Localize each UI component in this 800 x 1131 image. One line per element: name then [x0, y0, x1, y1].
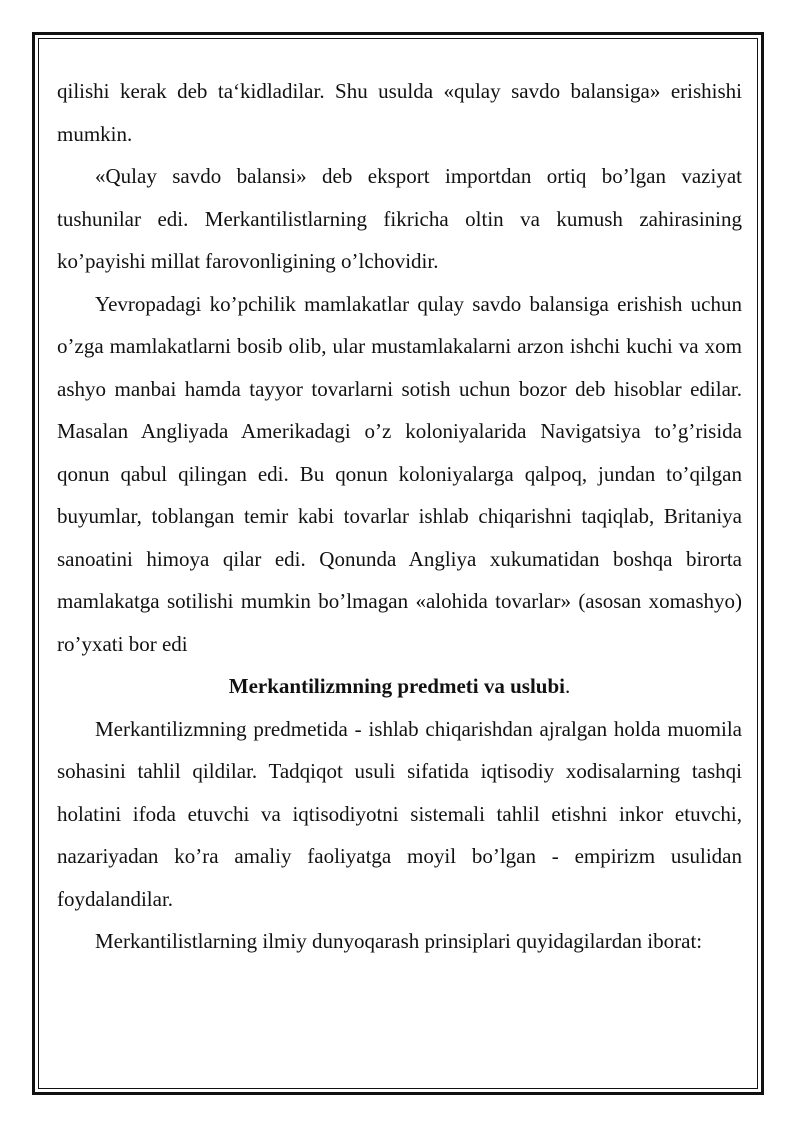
- paragraph-colonies: Yevropadagi ko’pchilik mamlakatlar qulay savdo balansiga erishish uchun o’zga mamlakatlarni bosib olib, ular mustamlakalarni arzon ishchi kuchi va xom ashyo manbai hamda tayyor tovarlarni sotish uchun bozor deb hisoblar edilar. Masalan Angliyada Amerikadagi o’z koloniyalarida Navigatsiya to’g’risida qonun qabul qilingan edi. Bu qonun koloniyalarga qalpoq, jundan to’qilgan buyumlar, toblangan temir kabi tovarlar ishlab chiqarishni taqiqlab, Britaniya sanoatini himoya qilar edi. Qonunda Angliya xukumatidan boshqa birorta mamlakatga sotilishi mumkin bo’lmagan «alohida tovarlar» (asosan xomashyo) ro’yxati bor edi: [57, 291, 742, 656]
- paragraph-continuation: qilishi kerak deb ta‘kidladilar. Shu usulda «qulay savdo balansiga» erishishi mumkin.: [57, 79, 742, 146]
- section-heading: [57, 665, 742, 708]
- document-body: [57, 70, 742, 963]
- section-heading-text: Merkantilizmning predmeti va uslubi: [228, 674, 565, 698]
- paragraph-principles: Merkantilistlarning ilmiy dunyoqarash prinsiplari quyidagilardan iborat:: [95, 929, 703, 953]
- paragraph-subject: Merkantilizmning predmetida - ishlab chiqarishdan ajralgan holda muomila sohasini tahlil qildilar. Tadqiqot usuli sifatida iqtisodiy xodisalarning tashqi holatini ifoda etuvchi va iqtisodiyotni sistemali tahlil etishni inkor etuvchi, nazariyadan ko’ra amaliy faoliyatga moyil bo’lgan - empirizm usulidan foydalandilar.: [57, 716, 742, 911]
- section-heading-suffix: .: [564, 674, 571, 698]
- paragraph-trade-balance: «Qulay savdo balansi» deb eksport importdan ortiq bo’lgan vaziyat tushunilar edi. Merkantilistlarning fikricha oltin va kumush zahirasining ko’payishi millat farovonligining o’lchovidir.: [57, 164, 742, 273]
